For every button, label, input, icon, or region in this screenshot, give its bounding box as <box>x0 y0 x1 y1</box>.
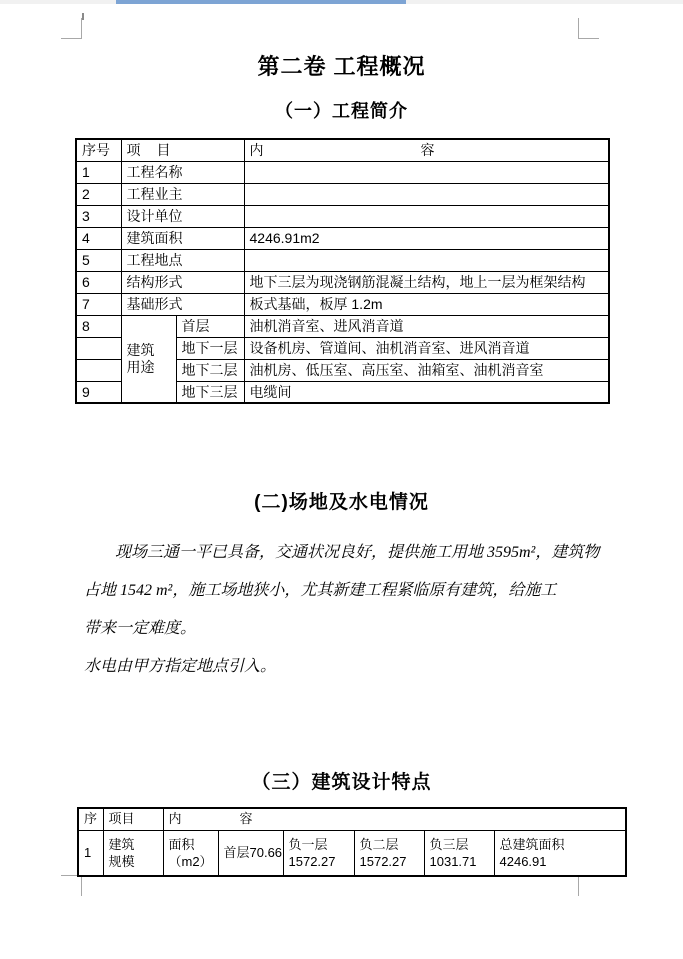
cell-ground-floor: 首层70.66 <box>218 830 283 876</box>
cell-no: 1 <box>76 161 121 183</box>
cell-content: 板式基础，板厚 1.2m <box>244 293 609 315</box>
cell-no: 8 <box>76 315 121 337</box>
cell-content <box>244 183 609 205</box>
cell-content: 油机消音室、进风消音道 <box>244 315 609 337</box>
cell-item: 结构形式 <box>121 271 244 293</box>
table-header-row <box>76 139 609 161</box>
area-line2: （m2） <box>168 853 213 869</box>
basement3-label: 负三层 <box>429 836 469 852</box>
basement1-label: 负一层 <box>288 836 328 852</box>
cell-content: 设备机房、管道间、油机消音室、进风消音道 <box>244 337 609 359</box>
table-row <box>76 249 609 271</box>
cell-item: 工程业主 <box>121 183 244 205</box>
cell-no <box>76 337 121 359</box>
basement1-value: 1572.27 <box>288 853 336 869</box>
table-row <box>76 227 609 249</box>
cell-level: 首层 <box>176 315 244 337</box>
table-header-row <box>78 808 626 830</box>
cell-item: 设计单位 <box>121 205 244 227</box>
cell-content: 4246.91m2 <box>244 227 609 249</box>
basement3-value: 1031.71 <box>429 853 477 869</box>
cell-level: 地下一层 <box>176 337 244 359</box>
cell-content <box>244 161 609 183</box>
table-row <box>76 161 609 183</box>
header-cell-no: 序号 <box>76 139 121 161</box>
crop-mark-bottom-right <box>578 875 599 896</box>
cell-item: 基础形式 <box>121 293 244 315</box>
header-cell-item: 项目 <box>103 808 163 830</box>
paragraph-line: 水电由甲方指定地点引入。 <box>84 658 277 675</box>
table-row <box>76 315 609 337</box>
table-row <box>76 205 609 227</box>
paragraph-line: 带来一定难度。 <box>84 620 197 637</box>
section3-heading: （三）建筑设计特点 <box>251 772 432 793</box>
section2-paragraph <box>84 534 604 686</box>
table-row <box>76 293 609 315</box>
cell-no: 4 <box>76 227 121 249</box>
cell-content: 地下三层为现浇钢筋混凝土结构，地上一层为框架结构 <box>244 271 609 293</box>
cell-area-label <box>163 830 218 876</box>
cell-content: 电缆间 <box>244 381 609 403</box>
total-area-label: 总建筑面积 <box>499 836 565 852</box>
cell-content <box>244 205 609 227</box>
crop-mark-bottom-left <box>61 875 82 896</box>
cell-total-area <box>494 830 626 876</box>
cell-usage-item <box>121 315 176 403</box>
header-cell-item: 项目 <box>121 139 244 161</box>
cell-content: 油机房、低压室、高压室、油箱室、油机消音室 <box>244 359 609 381</box>
header-cell-content: 内容 <box>163 808 626 830</box>
table-row <box>76 271 609 293</box>
item-line2: 规模 <box>108 853 135 869</box>
cell-no: 5 <box>76 249 121 271</box>
document-title: 第二卷 工程概况 <box>257 54 426 79</box>
cell-level: 地下二层 <box>176 359 244 381</box>
design-features-table <box>77 807 627 877</box>
cell-no: 3 <box>76 205 121 227</box>
window-top-accent-bar <box>116 0 406 4</box>
cell-basement1 <box>283 830 354 876</box>
crop-mark-top-left <box>61 18 82 39</box>
section1-heading: （一）工程简介 <box>275 101 408 121</box>
cell-no: 2 <box>76 183 121 205</box>
cell-item: 工程地点 <box>121 249 244 271</box>
crop-mark-top-right <box>578 18 599 39</box>
basement2-label: 负二层 <box>359 836 399 852</box>
usage-item-line2: 用途 <box>126 358 155 375</box>
cell-no: 9 <box>76 381 121 403</box>
cell-item <box>103 830 163 876</box>
header-cell-no: 序 <box>78 808 103 830</box>
cell-no: 6 <box>76 271 121 293</box>
cell-no: 1 <box>78 830 103 876</box>
paragraph-line: 占地 1542 m²，施工场地狭小，尤其新建工程紧临原有建筑，给施工 <box>84 582 557 599</box>
cell-basement2 <box>354 830 424 876</box>
header-cell-content: 内容 <box>244 139 609 161</box>
total-area-value: 4246.91 <box>499 853 547 869</box>
cell-no <box>76 359 121 381</box>
project-overview-table <box>75 138 610 404</box>
cell-no: 7 <box>76 293 121 315</box>
cell-content <box>244 249 609 271</box>
cell-item: 建筑面积 <box>121 227 244 249</box>
usage-item-line1: 建筑 <box>126 341 155 358</box>
table-row <box>78 830 626 876</box>
area-line1: 面积 <box>168 836 195 852</box>
table-row <box>76 183 609 205</box>
item-line1: 建筑 <box>108 836 135 852</box>
cell-item: 工程名称 <box>121 161 244 183</box>
paragraph-line: 现场三通一平已具备，交通状况良好，提供施工用地 3595m²，建筑物 <box>115 544 600 561</box>
text-cursor <box>82 13 84 20</box>
cell-level: 地下三层 <box>176 381 244 403</box>
basement2-value: 1572.27 <box>359 853 407 869</box>
section2-heading: (二)场地及水电情况 <box>254 492 429 513</box>
cell-basement3 <box>424 830 494 876</box>
